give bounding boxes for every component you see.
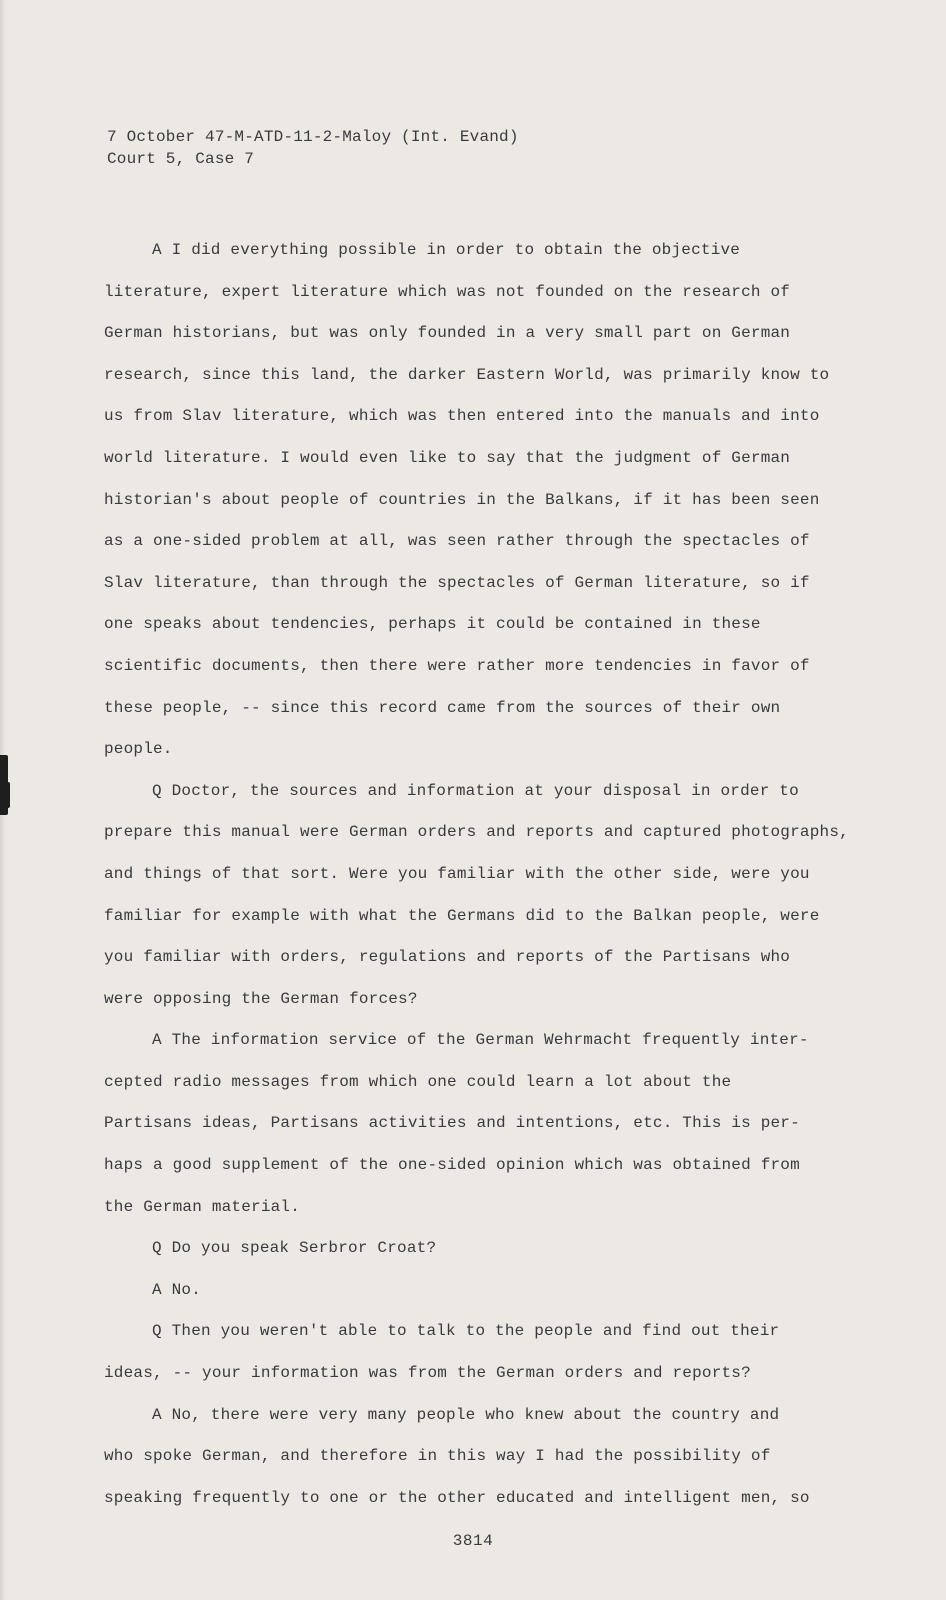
text-line: as a one-sided problem at all, was seen rather through the spectacles of xyxy=(104,532,810,551)
text-line: and things of that sort. Were you familiar with the other side, were you xyxy=(104,864,810,883)
text-line: speaking frequently to one or the other educated and intelligent men, so xyxy=(104,1488,810,1507)
text-line: Q Do you speak Serbror Croat? xyxy=(152,1239,437,1258)
header-line: 7 October 47-M-ATD-11-2-Maloy (Int. Evand) xyxy=(107,128,519,146)
text-line: literature, expert literature which was not founded on the research of xyxy=(104,282,791,301)
text-line: who spoke German, and therefore in this way I had the possibility of xyxy=(104,1447,771,1466)
text-line: prepare this manual were German orders and reports and captured photographs, xyxy=(104,823,849,842)
text-line: people. xyxy=(104,740,173,759)
text-line: world literature. I would even like to say that the judgment of German xyxy=(104,448,791,467)
text-line: one speaks about tendencies, perhaps it could be contained in these xyxy=(104,615,761,634)
text-line: ideas, -- your information was from the German orders and reports? xyxy=(104,1364,751,1383)
text-line: A The information service of the German Wehrmacht frequently inter- xyxy=(152,1031,809,1050)
text-line: A I did everything possible in order to obtain the objective xyxy=(152,241,741,259)
text-line: cepted radio messages from which one could learn a lot about the xyxy=(104,1072,732,1091)
text-line: A No. xyxy=(152,1280,202,1299)
text-line: research, since this land, the darker Eastern World, was primarily know to xyxy=(104,365,830,384)
text-line: Q Then you weren't able to talk to the people and find out their xyxy=(152,1322,780,1341)
text-line: historian's about people of countries in the Balkans, if it has been seen xyxy=(104,490,820,509)
text-line: Partisans ideas, Partisans activities and intentions, etc. This is per- xyxy=(104,1114,800,1133)
text-line: scientific documents, then there were rather more tendencies in favor of xyxy=(104,656,810,675)
page-number: 3814 xyxy=(452,1532,494,1550)
text-line: the German material. xyxy=(104,1197,301,1216)
text-line: were opposing the German forces? xyxy=(104,989,418,1008)
text-line: Q Doctor, the sources and information at your disposal in order to xyxy=(152,781,799,800)
text-line: us from Slav literature, which was then entered into the manuals and into xyxy=(104,407,820,426)
text-line: Slav literature, than through the spectacles of German literature, so if xyxy=(104,573,810,592)
binding-mark xyxy=(0,782,10,808)
text-line: these people, -- since this record came from the sources of their own xyxy=(104,698,781,717)
text-line: German historians, but was only founded in a very small part on German xyxy=(104,324,791,343)
text-line: familiar for example with what the Germans did to the Balkan people, were xyxy=(104,906,820,925)
header-line: Court 5, Case 7 xyxy=(107,150,255,168)
transcript-body xyxy=(104,230,879,1519)
text-line: you familiar with orders, regulations and reports of the Partisans who xyxy=(104,948,791,967)
document-header xyxy=(107,126,519,170)
text-line: A No, there were very many people who knew about the country and xyxy=(152,1405,780,1424)
text-line: haps a good supplement of the one-sided opinion which was obtained from xyxy=(104,1156,800,1175)
